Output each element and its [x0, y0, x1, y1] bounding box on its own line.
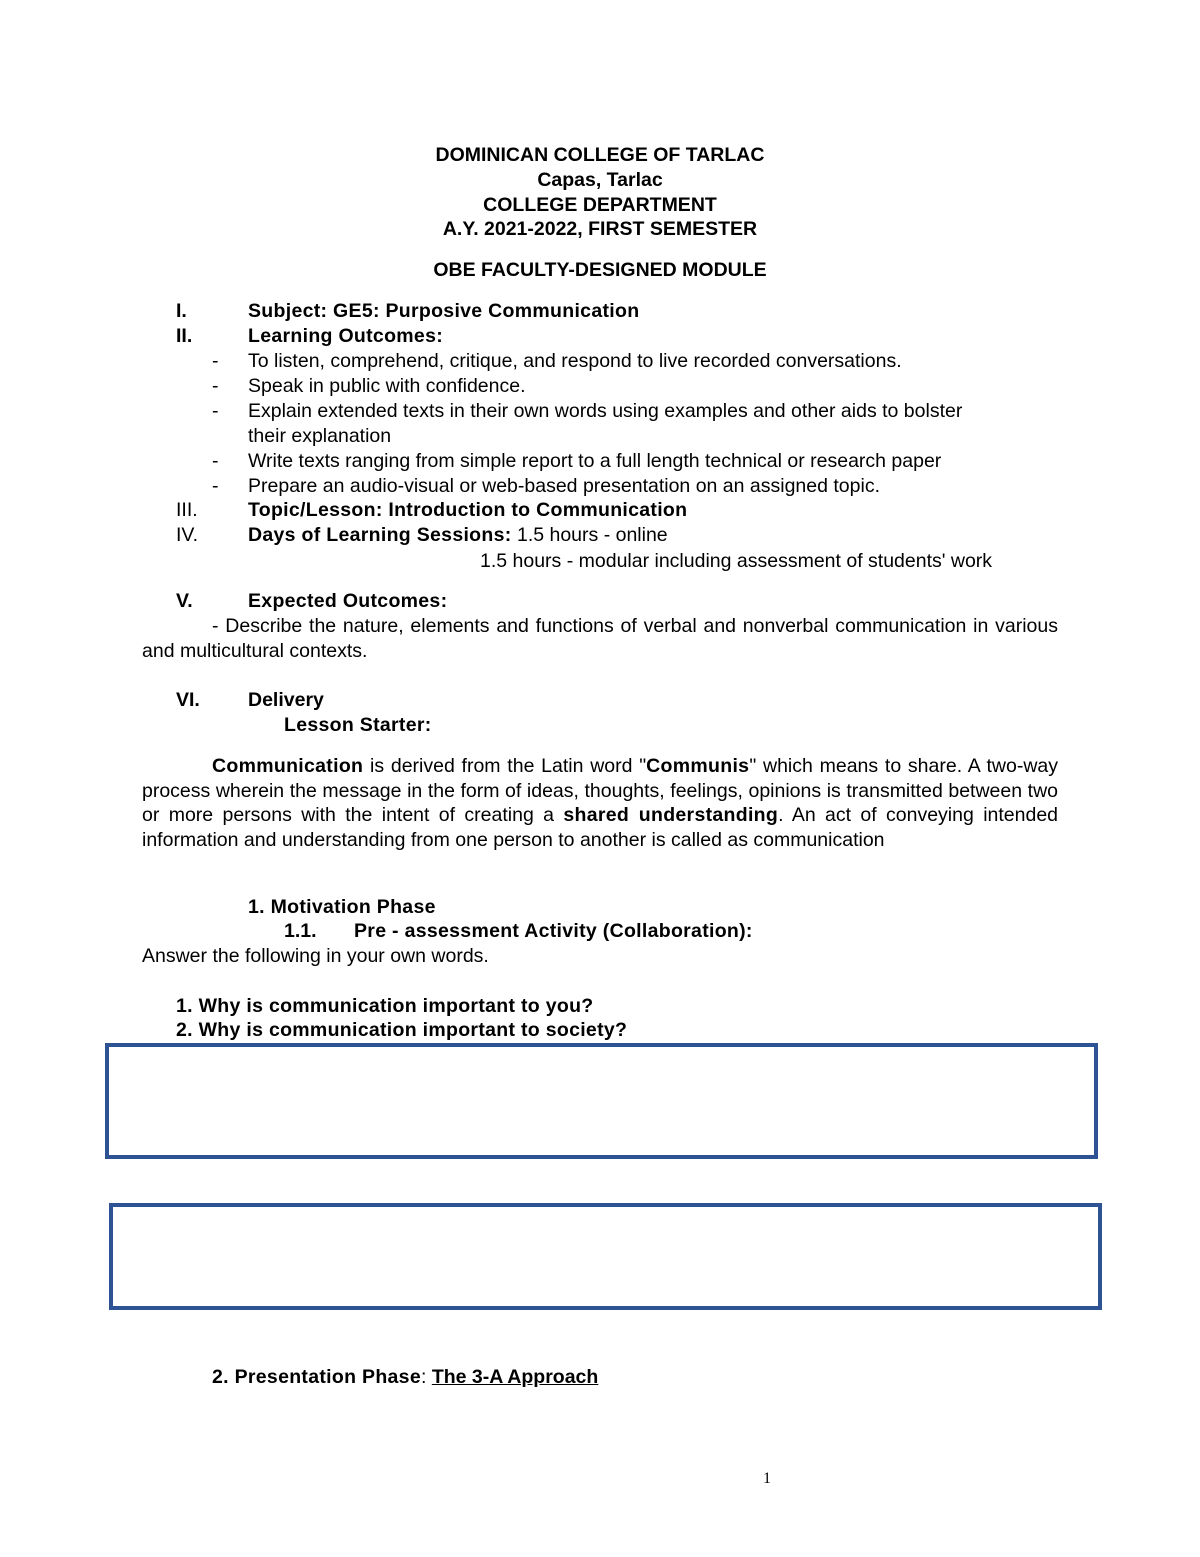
- answer-box-2[interactable]: [109, 1203, 1102, 1310]
- department-name: COLLEGE DEPARTMENT: [483, 194, 717, 216]
- paragraph-text: . An act of conveying intended information and understanding from one person to another is called as communication: [142, 804, 1059, 851]
- answer-box-1[interactable]: [105, 1043, 1098, 1159]
- module-title: OBE FACULTY-DESIGNED MODULE: [433, 259, 767, 281]
- presentation-colon: :: [420, 1366, 427, 1388]
- outcome-bullet: -: [212, 400, 219, 422]
- outcome-bullet: -: [212, 475, 219, 497]
- pre-assessment-heading: Pre - assessment Activity (Collaboration):: [354, 920, 753, 942]
- expected-outcome-text: - Describe the nature, elements and functions of verbal and nonverbal communication in various and multicultural contexts.: [142, 615, 1058, 662]
- term-communication: Communication: [212, 755, 364, 777]
- outcome-bullet: -: [212, 350, 219, 372]
- sessions-online: 1.5 hours - online: [516, 524, 668, 546]
- term-shared-understanding: shared understanding: [563, 804, 779, 826]
- pre-assessment-number: 1.1.: [284, 920, 317, 942]
- outcome-bullet: -: [212, 375, 219, 397]
- expected-outcomes-heading: Expected Outcomes:: [248, 590, 448, 612]
- question-1: 1. Why is communication important to you?: [176, 995, 594, 1017]
- motivation-phase-heading: 1. Motivation Phase: [248, 896, 436, 918]
- lesson-starter-paragraph: [142, 754, 1058, 852]
- section-iii-numeral: III.: [176, 499, 198, 521]
- outcome-item: Explain extended texts in their own words using examples and other aids to bolster: [248, 400, 963, 422]
- outcome-item-continued: their explanation: [248, 425, 392, 447]
- institution-location: Capas, Tarlac: [537, 169, 663, 191]
- outcome-item: Speak in public with confidence.: [248, 375, 526, 397]
- topic-heading: Topic/Lesson: Introduction to Communication: [248, 499, 688, 521]
- sessions-line: [248, 523, 668, 547]
- learning-outcomes-heading: Learning Outcomes:: [248, 325, 444, 347]
- section-ii-numeral: II.: [176, 325, 193, 347]
- page-number: 1: [763, 1470, 771, 1487]
- three-a-approach-title: The 3-A Approach: [431, 1366, 599, 1388]
- lesson-starter-heading: Lesson Starter:: [284, 714, 432, 736]
- paragraph-text: is derived from the Latin word ": [363, 755, 647, 777]
- presentation-phase-line: [212, 1365, 598, 1389]
- section-iv-numeral: IV.: [176, 524, 199, 546]
- section-i-numeral: I.: [176, 300, 187, 322]
- outcome-item: Write texts ranging from simple report to a full length technical or research paper: [248, 450, 942, 472]
- sessions-heading: Days of Learning Sessions:: [248, 524, 512, 546]
- outcome-item: To listen, comprehend, critique, and respond to live recorded conversations.: [248, 350, 902, 372]
- instruction-text: Answer the following in your own words.: [142, 945, 489, 967]
- section-v-numeral: V.: [176, 590, 193, 612]
- academic-year: A.Y. 2021-2022, FIRST SEMESTER: [442, 218, 758, 240]
- outcome-bullet: -: [212, 450, 219, 472]
- outcome-item: Prepare an audio-visual or web-based presentation on an assigned topic.: [248, 475, 880, 497]
- paragraph-text: " which means to share. A two-way process wherein the message in the form of ideas, thoughts, feelings, opinions is transmitted between two or more persons with the intent of creating a: [142, 755, 1058, 826]
- subject-heading: Subject: GE5: Purposive Communication: [248, 300, 640, 322]
- presentation-phase-heading: 2. Presentation Phase: [212, 1366, 421, 1388]
- section-vi-numeral: VI.: [176, 689, 200, 711]
- institution-name: DOMINICAN COLLEGE OF TARLAC: [435, 144, 765, 166]
- delivery-heading: Delivery: [248, 689, 324, 711]
- term-communis: Communis: [646, 755, 750, 777]
- question-2: 2. Why is communication important to society?: [176, 1019, 628, 1041]
- sessions-modular: 1.5 hours - modular including assessment of students' work: [480, 550, 993, 572]
